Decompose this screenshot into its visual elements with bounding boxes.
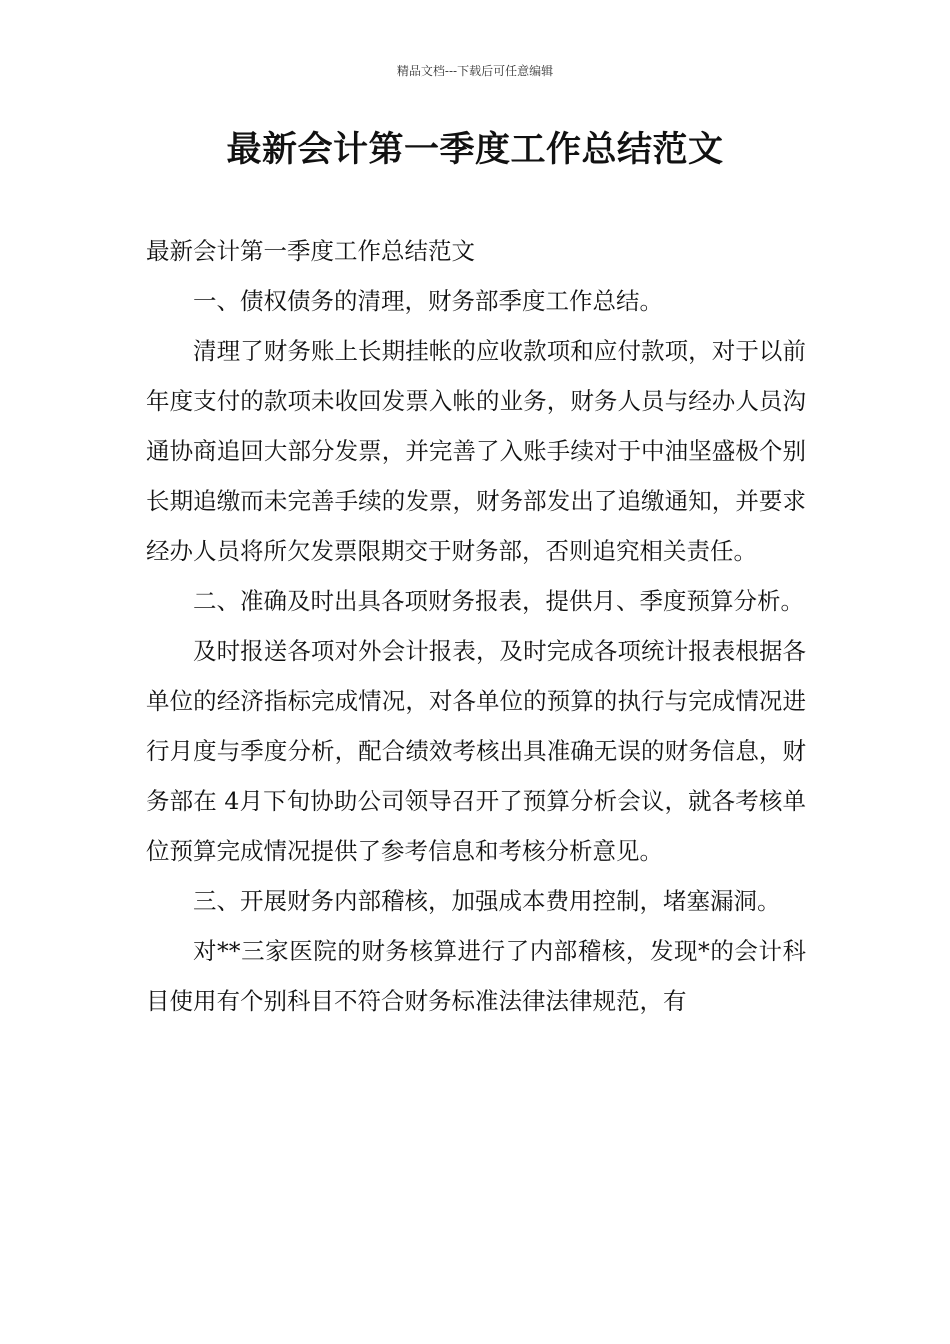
paragraph-heading-1: 一、债权债务的清理，财务部季度工作总结。 (193, 287, 663, 315)
paragraph-subtitle: 最新会计第一季度工作总结范文 (146, 237, 475, 265)
document-body (146, 226, 806, 1026)
header-note: 精品文档---下载后可任意编辑 (396, 64, 554, 78)
paragraph: 清理了财务账上长期挂帐的应收款项和应付款项，对于以前年度支付的款项未收回发票入帐的业务，财务人员与经办人员沟通协商追回大部分发票，并完善了入账手续对于中油坚盛极个别长期追缴而未完善手续的发票，财务部发出了追缴通知，并要求经办人员将所欠发票限期交于财务部，否则追究相关责任。 (146, 337, 806, 565)
paragraph: 及时报送各项对外会计报表，及时完成各项统计报表根据各单位的经济指标完成情况，对各单位的预算的执行与完成情况进行月度与季度分析，配合绩效考核出具准确无误的财务信息，财务部在 4月下旬协助公司领导召开了预算分析会议，就各考核单位预算完成情况提供了参考信息和考核分析意见。 (146, 637, 806, 865)
document-title: 最新会计第一季度工作总结范文 (226, 130, 724, 170)
paragraph-heading-2: 二、准确及时出具各项财务报表，提供月、季度预算分析。 (193, 587, 804, 615)
paragraph-heading-3: 三、开展财务内部稽核，加强成本费用控制，堵塞漏洞。 (193, 887, 781, 915)
paragraph: 对**三家医院的财务核算进行了内部稽核，发现*的会计科目使用有个别科目不符合财务标准法律法律规范，有 (146, 937, 806, 1015)
